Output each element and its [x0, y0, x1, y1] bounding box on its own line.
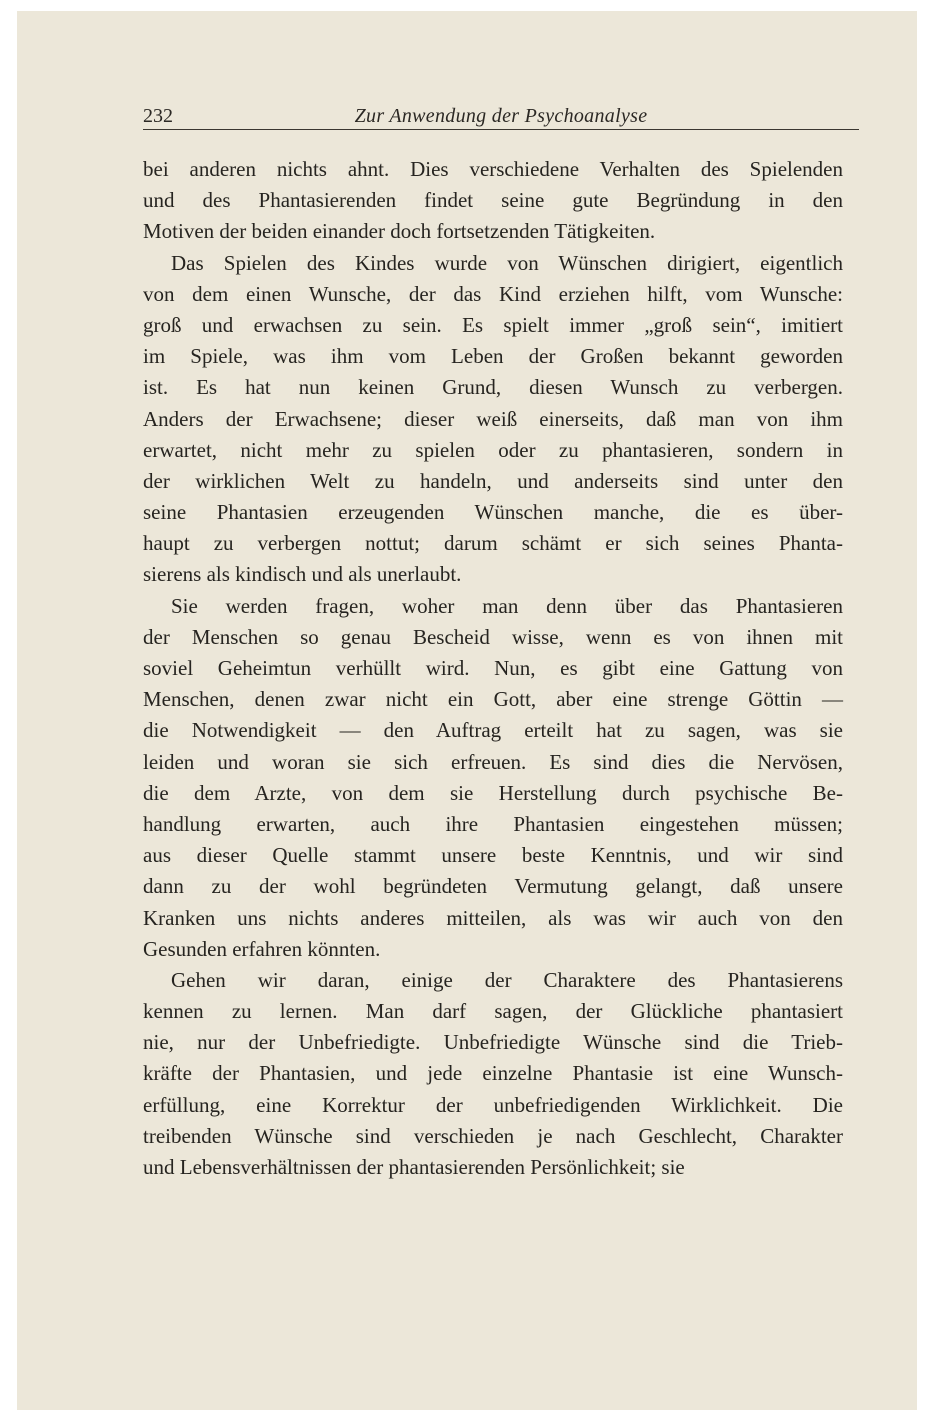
text-line: und des Phantasierenden findet seine gute Begründung in den [143, 188, 843, 213]
text-line: der wirklichen Welt zu handeln, und anderseits sind unter den [143, 468, 843, 493]
text-line: groß und erwachsen zu sein. Es spielt immer „groß sein“, imitiert [143, 312, 843, 337]
text-line: ist. Es hat nun keinen Grund, diesen Wunsch zu verbergen. [143, 375, 843, 400]
text-line: der Menschen so genau Bescheid wisse, wenn es von ihnen mit [143, 624, 843, 649]
running-title: Zur Anwendung der Psychoanalyse [354, 105, 648, 127]
text-line: haupt zu verbergen nottut; darum schämt er sich seines Phanta- [143, 531, 843, 556]
text-line: seine Phantasien erzeugenden Wünschen manche, die es über- [143, 500, 843, 525]
text-line: Das Spielen des Kindes wurde von Wünschen dirigiert, eigentlich [171, 250, 843, 275]
text-line: soviel Geheimtun verhüllt wird. Nun, es gibt eine Gattung von [143, 656, 843, 680]
text-line: bei anderen nichts ahnt. Dies verschiedene Verhalten des Spielenden [143, 157, 843, 181]
text-line: Kranken uns nichts anderes mitteilen, als was wir auch von den [143, 905, 843, 930]
text-line: erwartet, nicht mehr zu spielen oder zu phantasieren, sondern in [143, 437, 843, 462]
paragraph [143, 591, 843, 965]
text-line: Motiven der beiden einander doch fortsetzenden Tätigkeiten. [143, 219, 656, 244]
text-line: Gehen wir daran, einige der Charaktere des Phantasierens [171, 967, 843, 992]
text-line: im Spiele, was ihm vom Leben der Großen bekannt geworden [143, 344, 843, 369]
text-line: Sie werden fragen, woher man denn über das Phantasieren [171, 593, 843, 618]
text-line: aus dieser Quelle stammt unsere beste Kenntnis, und wir sind [143, 843, 843, 868]
paragraph [143, 965, 843, 1183]
text-line: treibenden Wünsche sind verschieden je nach Geschlecht, Charakter [143, 1123, 843, 1148]
text-line: dann zu der wohl begründeten Vermutung gelangt, daß unsere [143, 874, 843, 899]
text-line: handlung erwarten, auch ihre Phantasien eingestehen müssen; [143, 811, 843, 836]
text-line: kräfte der Phantasien, und jede einzelne Phantasie ist eine Wunsch- [143, 1061, 843, 1086]
text-line: die dem Arzte, von dem sie Herstellung durch psychische Be- [143, 780, 843, 805]
text-line: Anders der Erwachsene; dieser weiß einerseits, daß man von ihm [143, 406, 843, 431]
text-line: und Lebensverhältnissen der phantasierenden Persönlichkeit; sie [143, 1155, 685, 1179]
text-line: nie, nur der Unbefriedigte. Unbefriedigte Wünsche sind die Trieb- [143, 1030, 843, 1055]
page-number: 232 [143, 105, 173, 127]
body-text [143, 154, 843, 1183]
text-line: leiden und woran sie sich erfreuen. Es sind dies die Nervösen, [143, 749, 843, 774]
text-line: die Notwendigkeit — den Auftrag erteilt hat zu sagen, was sie [143, 718, 843, 743]
paragraph [143, 154, 843, 248]
text-line: Gesunden erfahren könnten. [143, 936, 381, 961]
paragraph [143, 248, 843, 591]
text-line: erfüllung, eine Korrektur der unbefriedigenden Wirklichkeit. Die [143, 1092, 843, 1117]
text-line: Menschen, denen zwar nicht ein Gott, aber eine strenge Göttin — [143, 687, 843, 712]
text-line: sierens als kindisch und als unerlaubt. [143, 562, 462, 587]
page-header [143, 103, 859, 130]
text-line: von dem einen Wunsche, der das Kind erziehen hilft, vom Wunsche: [143, 281, 843, 306]
text-line: kennen zu lernen. Man darf sagen, der Glückliche phantasiert [143, 999, 843, 1024]
